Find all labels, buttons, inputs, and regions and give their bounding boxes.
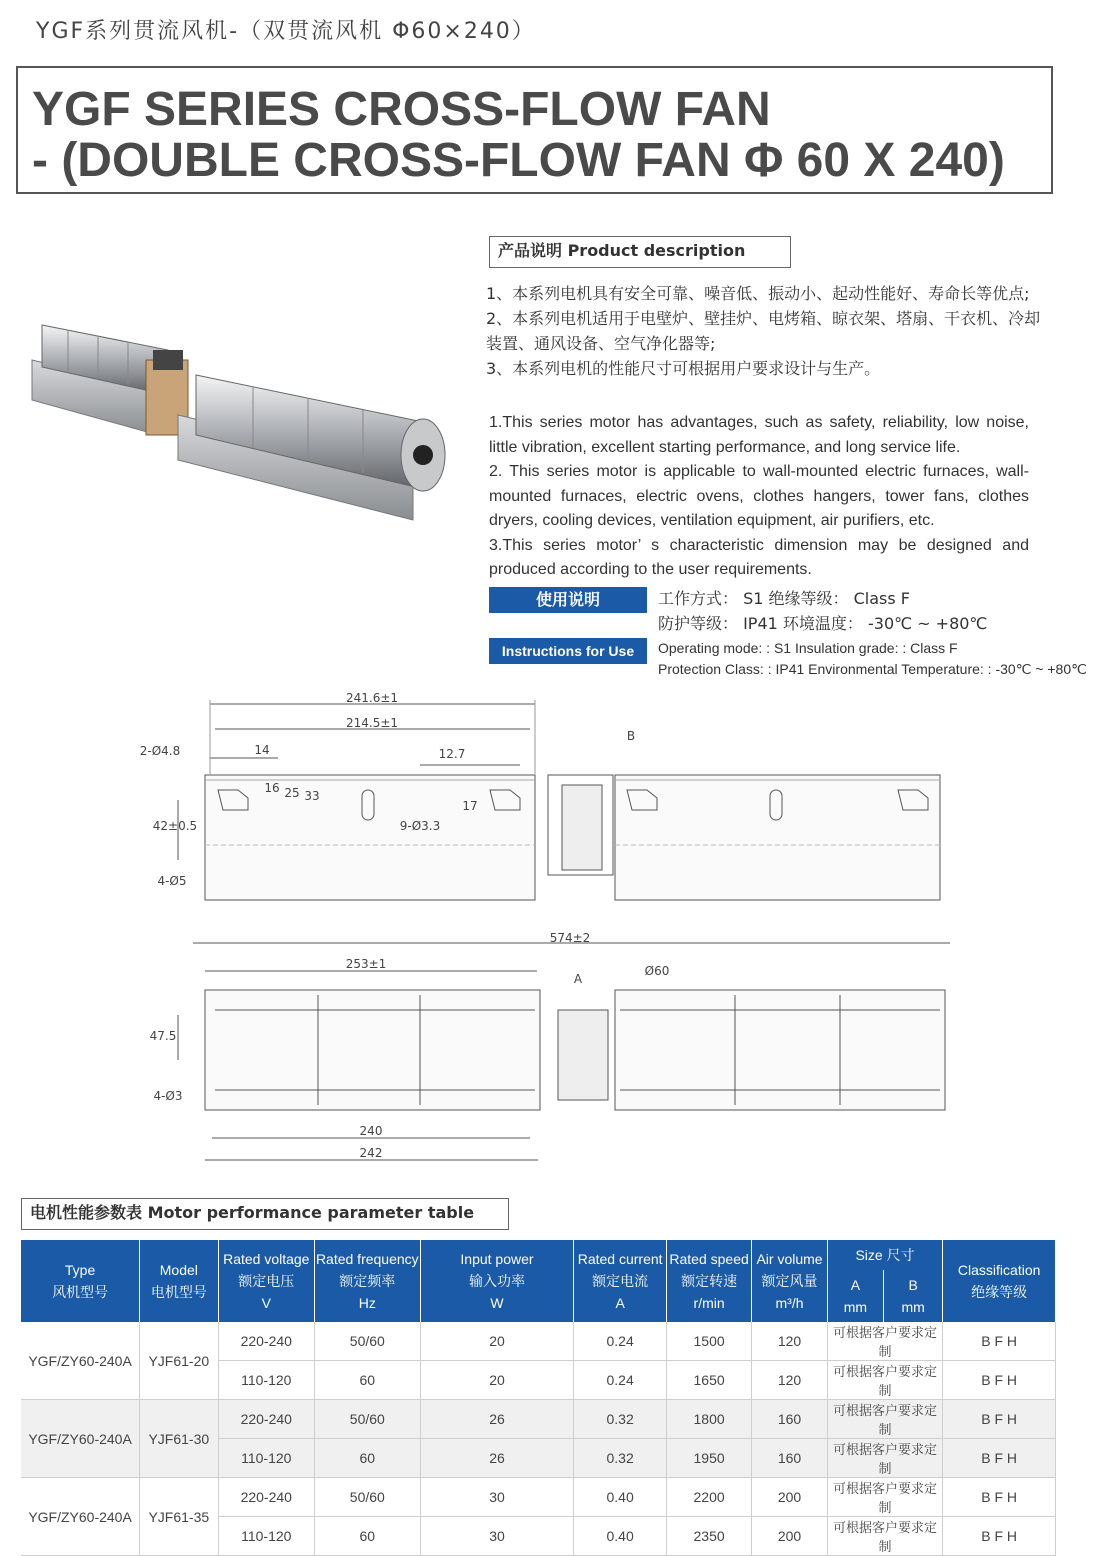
- front-view: [205, 990, 945, 1110]
- table-cell: 20: [420, 1361, 574, 1400]
- title-line-2: - (DOUBLE CROSS-FLOW FAN Φ 60 X 240): [32, 134, 1005, 187]
- description-cn-1: 1、本系列电机具有安全可靠、噪音低、振动小、起动性能好、寿命长等优点;: [486, 284, 1030, 303]
- table-cell: 可根据客户要求定制: [827, 1400, 943, 1439]
- technical-drawing: [0, 680, 1120, 1170]
- description-en: [489, 411, 1029, 583]
- table-cell: YGF/ZY60-240A: [21, 1400, 140, 1478]
- table-cell: YJF61-35: [140, 1478, 218, 1556]
- table-cell: YGF/ZY60-240A: [21, 1322, 140, 1400]
- description-en-2: 2. This series motor is applicable to wall-mounted electric furnaces, wall-mounted furnaces, electric ovens, clothes hangers, tower fans, clothes dryers, cooling devices, ventilation equipment, air purifiers, etc.: [489, 463, 1029, 529]
- dim-214: 214.5±1: [345, 716, 399, 730]
- table-cell: 1650: [666, 1361, 751, 1400]
- table-heading: 电机性能参数表 Motor performance parameter table: [21, 1198, 509, 1230]
- table-row: [21, 1478, 1056, 1517]
- header-air: Air volume 额定风量 m³/h: [752, 1240, 827, 1322]
- dim-42: 42±0.5: [152, 819, 198, 833]
- dim-2-phi: 2-Ø4.8: [139, 744, 181, 758]
- header-size: Size 尺寸: [827, 1240, 943, 1270]
- dim-240: 240: [359, 1124, 383, 1138]
- table-cell: 60: [315, 1439, 421, 1478]
- table-cell: 0.32: [574, 1400, 666, 1439]
- table-cell: 26: [420, 1439, 574, 1478]
- table-cell: 60: [315, 1361, 421, 1400]
- table-row: [21, 1400, 1056, 1439]
- dim-9-phi: 9-Ø3.3: [399, 819, 441, 833]
- dim-33: 33: [304, 789, 320, 803]
- table-cell: 110-120: [218, 1361, 315, 1400]
- description-cn-2: 2、本系列电机适用于电壁炉、壁挂炉、电烤箱、晾衣架、塔扇、干衣机、冷却装置、通风设备、空气净化器等;: [486, 309, 1041, 353]
- spec-en-line-1: Operating mode: : S1 Insulation grade: : Class F: [658, 640, 958, 656]
- header-speed: Rated speed 额定转速 r/min: [666, 1240, 751, 1322]
- dim-12-7: 12.7: [438, 747, 466, 761]
- table-cell: 220-240: [218, 1400, 315, 1439]
- right-fan-unit: [178, 375, 445, 520]
- header-type: Type 风机型号: [21, 1240, 140, 1322]
- table-cell: 0.24: [574, 1322, 666, 1361]
- dim-47: 47.5: [149, 1029, 177, 1043]
- table-cell: 0.32: [574, 1439, 666, 1478]
- performance-table: [21, 1240, 1056, 1556]
- header-current: Rated current 额定电流 A: [574, 1240, 666, 1322]
- table-cell: B F H: [943, 1517, 1056, 1556]
- dim-241: 241.6±1: [345, 691, 399, 705]
- header-class: Classification 绝缘等级: [943, 1240, 1056, 1322]
- table-cell: 120: [752, 1361, 827, 1400]
- table-cell: 1950: [666, 1439, 751, 1478]
- header-model: Model 电机型号: [140, 1240, 218, 1322]
- table-cell: 120: [752, 1322, 827, 1361]
- product-photo: [28, 305, 458, 545]
- table-cell: 220-240: [218, 1322, 315, 1361]
- table-cell: B F H: [943, 1400, 1056, 1439]
- label-a: A: [573, 972, 583, 986]
- table-cell: 160: [752, 1400, 827, 1439]
- header-voltage: Rated voltage 额定电压 V: [218, 1240, 315, 1322]
- title-box: [16, 66, 1053, 194]
- table-cell: 50/60: [315, 1478, 421, 1517]
- table-cell: 26: [420, 1400, 574, 1439]
- spec-cn-line-2: 防护等级： IP41 环境温度： -30℃ ~ +80℃: [658, 614, 988, 633]
- table-cell: 可根据客户要求定制: [827, 1439, 943, 1478]
- header-size-a: A mm: [827, 1270, 883, 1322]
- table-row: [21, 1322, 1056, 1361]
- dim-phi60: Ø60: [644, 964, 670, 978]
- table-cell: 20: [420, 1322, 574, 1361]
- table-cell: YJF61-30: [140, 1400, 218, 1478]
- table-cell: 可根据客户要求定制: [827, 1322, 943, 1361]
- table-cell: 200: [752, 1517, 827, 1556]
- table-cell: 1500: [666, 1322, 751, 1361]
- dim-4-phi5: 4-Ø5: [157, 874, 187, 888]
- table-cell: 2200: [666, 1478, 751, 1517]
- table-cell: 0.40: [574, 1517, 666, 1556]
- table-cell: 0.40: [574, 1478, 666, 1517]
- table-cell: YGF/ZY60-240A: [21, 1478, 140, 1556]
- table-cell: B F H: [943, 1439, 1056, 1478]
- table-cell: B F H: [943, 1322, 1056, 1361]
- description-cn-3: 3、本系列电机的性能尺寸可根据用户要求设计与生产。: [486, 359, 881, 378]
- table-cell: 30: [420, 1517, 574, 1556]
- table-cell: 可根据客户要求定制: [827, 1361, 943, 1400]
- dim-14: 14: [254, 743, 270, 757]
- table-cell: 200: [752, 1478, 827, 1517]
- table-cell: B F H: [943, 1478, 1056, 1517]
- table-cell: 0.24: [574, 1361, 666, 1400]
- table-cell: 60: [315, 1517, 421, 1556]
- dim-574: 574±2: [549, 931, 591, 945]
- table-cell: YJF61-20: [140, 1322, 218, 1400]
- dim-16: 16: [264, 781, 280, 795]
- dim-253: 253±1: [345, 957, 387, 971]
- title-line-1: YGF SERIES CROSS-FLOW FAN: [32, 83, 771, 136]
- table-cell: 可根据客户要求定制: [827, 1478, 943, 1517]
- table-cell: 1800: [666, 1400, 751, 1439]
- table-cell: B F H: [943, 1361, 1056, 1400]
- table-cell: 50/60: [315, 1400, 421, 1439]
- dim-4-phi3: 4-Ø3: [153, 1089, 183, 1103]
- description-cn: [486, 281, 1046, 381]
- dim-25: 25: [284, 786, 300, 800]
- instructions-en-label: Instructions for Use: [489, 638, 647, 664]
- description-en-1: 1.This series motor has advantages, such as safety, reliability, low noise, little vibration, excellent starting performance, and long service life.: [489, 414, 1029, 456]
- header-size-b: B mm: [884, 1270, 943, 1322]
- table-cell: 220-240: [218, 1478, 315, 1517]
- dim-242: 242: [359, 1146, 383, 1160]
- table-cell: 160: [752, 1439, 827, 1478]
- table-cell: 30: [420, 1478, 574, 1517]
- spec-en-line-2: Protection Class: : IP41 Environmental Temperature: : -30℃ ~ +80℃: [658, 661, 1087, 677]
- spec-cn-line-1: 工作方式： S1 绝缘等级： Class F: [658, 589, 910, 608]
- header-power: Input power 输入功率 W: [420, 1240, 574, 1322]
- product-description-heading: 产品说明 Product description: [489, 236, 791, 268]
- table-cell: 可根据客户要求定制: [827, 1517, 943, 1556]
- table-cell: 50/60: [315, 1322, 421, 1361]
- table-cell: 110-120: [218, 1517, 315, 1556]
- header-frequency: Rated frequency 额定频率 Hz: [315, 1240, 421, 1322]
- page-subtitle: YGF系列贯流风机-（双贯流风机 Φ60×240）: [36, 19, 536, 44]
- dim-17: 17: [462, 799, 478, 813]
- table-cell: 110-120: [218, 1439, 315, 1478]
- table-cell: 2350: [666, 1517, 751, 1556]
- label-b: B: [626, 729, 636, 743]
- description-en-3: 3.This series motor’ s characteristic dimension may be designed and produced according to the user requirements.: [489, 536, 1029, 578]
- instructions-cn-label: 使用说明: [489, 587, 647, 613]
